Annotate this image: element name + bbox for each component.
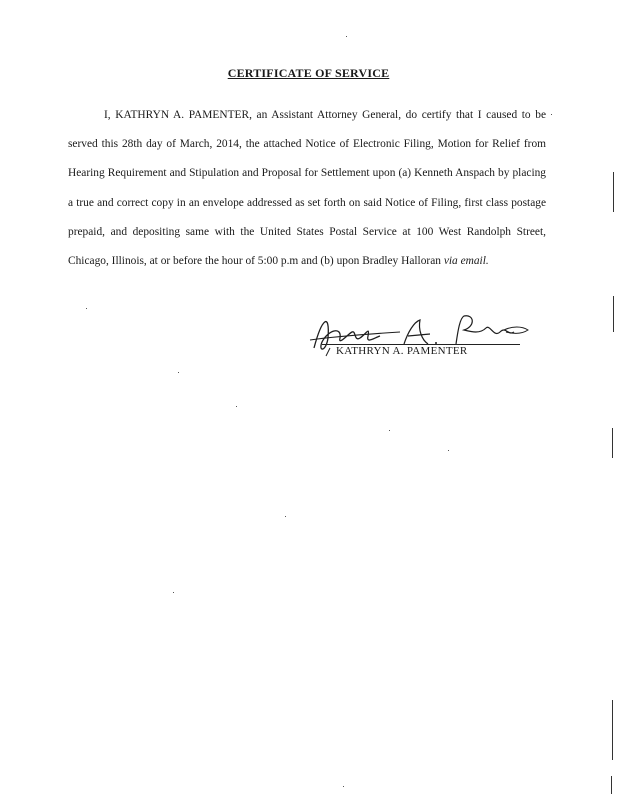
document-title: CERTIFICATE OF SERVICE xyxy=(227,66,390,80)
scan-speck xyxy=(178,372,179,373)
certificate-text: I, KATHRYN A. PAMENTER, an Assistant Attorney General, do certify that I caused to be served this 28th day of March, 2014, the attached Notice of Electronic Filing, Motion for Relief from Hearing Requirement and Stipulation and Proposal for Settlement upon (a) Kenneth Anspach by placing a true and correct copy in an envelope addressed as set forth on said Notice of Filing, first class postage prepaid, and depositing same with the United States Postal Service at 100 West Randolph Street, Chicago, Illinois, at or before the hour of 5:00 p.m and (b) upon Bradley Halloran xyxy=(68,109,546,268)
scan-speck xyxy=(551,114,552,115)
scan-speck xyxy=(389,430,390,431)
scan-speck xyxy=(173,592,174,593)
scan-speck xyxy=(346,36,347,37)
certificate-body xyxy=(68,101,546,276)
scan-artifact-mark xyxy=(613,296,614,332)
scan-speck xyxy=(448,450,449,451)
certificate-text-italic: via email. xyxy=(443,255,489,268)
scan-speck xyxy=(86,308,87,309)
scan-speck xyxy=(236,406,237,407)
scan-artifact-mark xyxy=(612,700,613,760)
scan-artifact-mark xyxy=(612,428,613,458)
scan-speck xyxy=(285,516,286,517)
scan-artifact-mark xyxy=(611,776,612,794)
scan-artifact-mark xyxy=(613,172,614,212)
scan-speck xyxy=(343,786,344,787)
signer-name: KATHRYN A. PAMENTER xyxy=(336,345,468,357)
